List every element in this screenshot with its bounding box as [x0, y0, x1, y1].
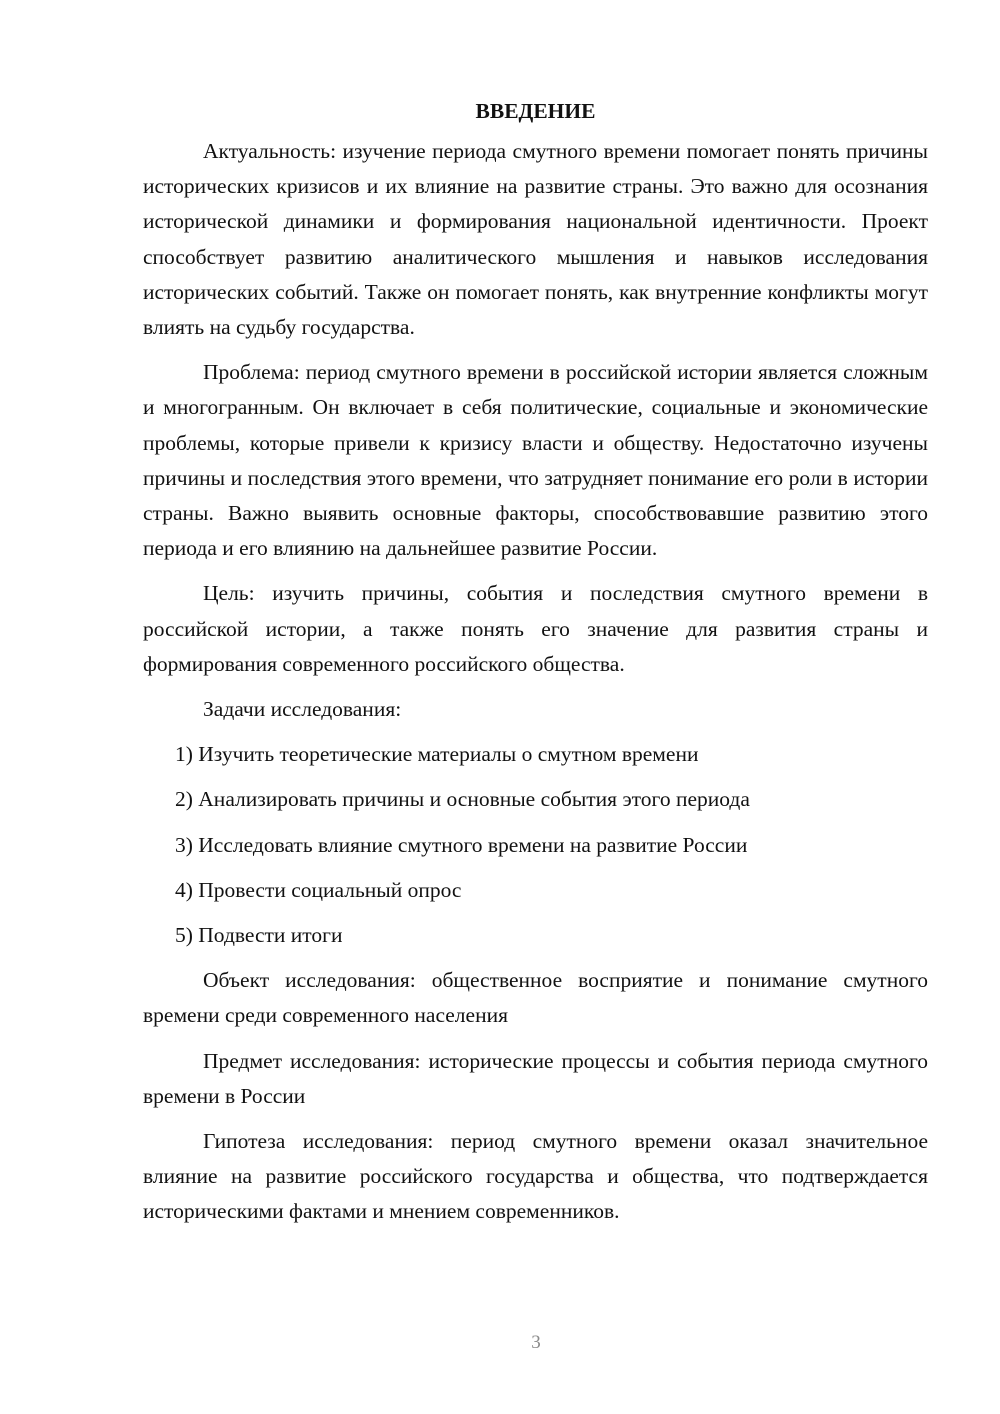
page-title: ВВЕДЕНИЕ [475, 99, 596, 123]
tasks-heading: Задачи исследования: [203, 697, 402, 722]
problem-paragraph: Проблема: период смутного времени в российской истории является сложным и многогранным. Он включает в себя политические, социальные и экономические проблемы, которые привели к кризису власти и обществу. Недостаточно изучены причины и последствия этого времени, что затрудняет понимание его роли в истории страны. Важно выявить основные факторы, способствовавшие развитию этого периода и его влиянию на дальнейшее развитие России. [143, 360, 928, 561]
relevance-paragraph: Актуальность: изучение периода смутного времени помогает понять причины исторических кризисов и их влияние на развитие страны. Это важно для осознания исторической динамики и формирования национальной идентичности. Проект способствует развитию аналитического мышления и навыков исследования исторических событий. Также он помогает понять, как внутренние конфликты могут влиять на судьбу государства. [143, 139, 928, 340]
subject-paragraph: Предмет исследования: исторические процессы и события периода смутного времени в России [143, 1048, 928, 1108]
task-item-4: 4) Провести социальный опрос [175, 877, 462, 902]
object-paragraph: Объект исследования: общественное восприятие и понимание смутного времени среди современного населения [143, 968, 928, 1028]
task-item-3: 3) Исследовать влияние смутного времени на развитие России [175, 832, 748, 857]
goal-paragraph: Цель: изучить причины, события и последствия смутного времени в российской истории, а также понять его значение для развития страны и формирования современного российского общества. [143, 581, 928, 676]
task-item-2: 2) Анализировать причины и основные события этого периода [175, 787, 750, 812]
tasks-list [143, 737, 928, 953]
page-number: 3 [531, 1332, 541, 1353]
hypothesis-paragraph: Гипотеза исследования: период смутного времени оказал значительное влияние на развитие российского государства и общества, что подтверждается историческими фактами и мнением современников. [143, 1129, 928, 1224]
task-item-5: 5) Подвести итоги [175, 923, 343, 948]
page-content [143, 96, 928, 1240]
task-item-1: 1) Изучить теоретические материалы о смутном времени [175, 742, 699, 767]
